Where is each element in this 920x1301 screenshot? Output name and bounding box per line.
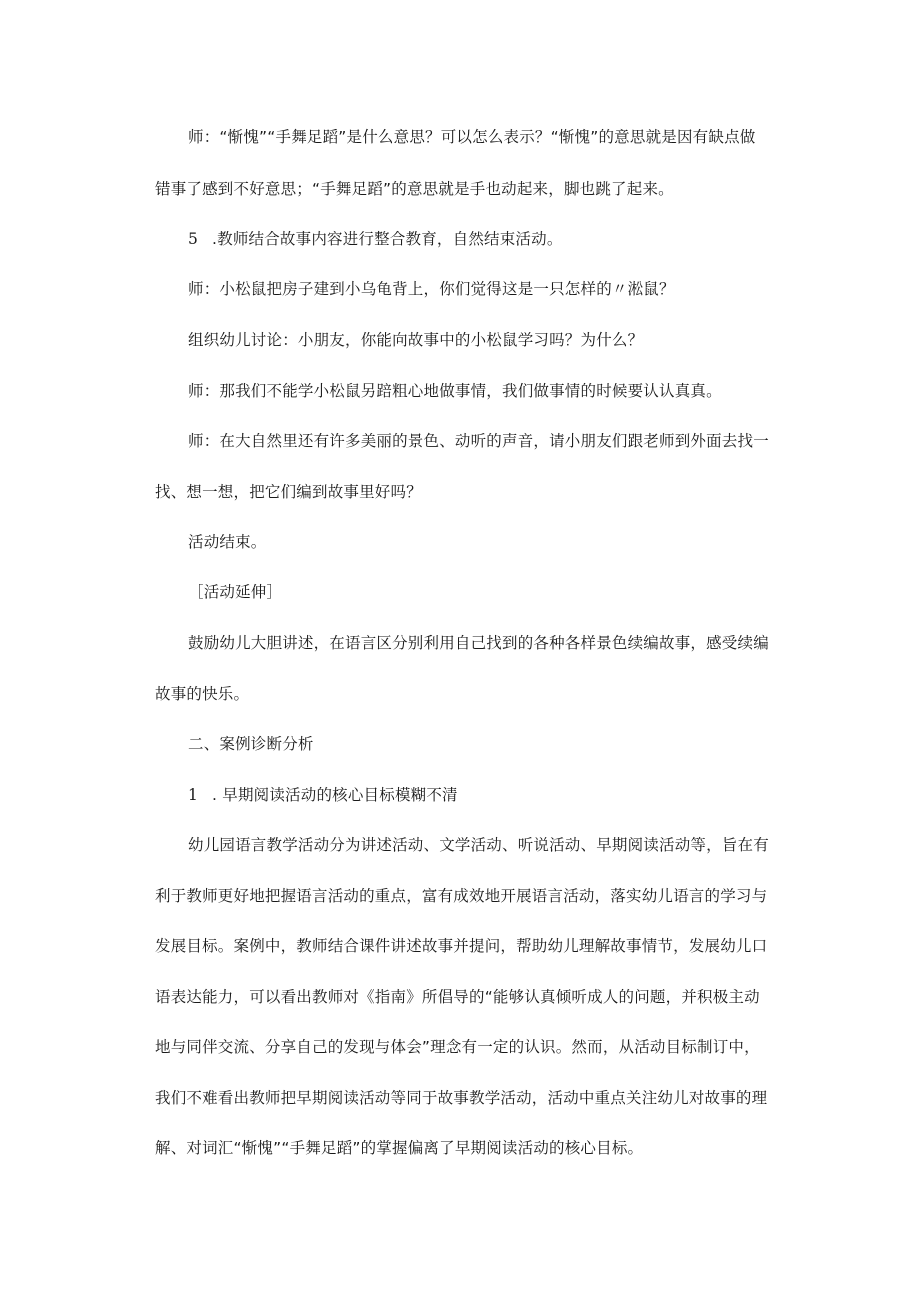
paragraph-line: 错事了感到不好意思；“手舞足蹈”的意思就是手也动起来，脚也跳了起来。 <box>155 180 674 198</box>
paragraph-line: 语表达能力，可以看出教师对《指南》所倡导的“能够认真倾听成人的问题，并积极主动 <box>155 988 760 1006</box>
paragraph-line: 故事的快乐。 <box>155 685 250 703</box>
step-text: .教师结合故事内容进行整合教育，自然结束活动。 <box>212 230 563 248</box>
paragraph-line: 找、想一想，把它们编到故事里好吗？ <box>155 483 422 501</box>
item-1-heading <box>188 784 458 806</box>
paragraph-line: 师：那我们不能学小松鼠另踣粗心地做事情，我们做事情的时候要认认真真。 <box>188 382 722 400</box>
paragraph-line: 师：小松鼠把房子建到小乌龟背上，你们觉得这是一只怎样的〃淞鼠？ <box>188 280 675 298</box>
paragraph-line: 利于教师更好地把握语言活动的重点，富有成效地开展语言活动，落实幼儿语言的学习与 <box>155 887 768 905</box>
paragraph-line: 解、对词汇“惭愧”“手舞足蹈”的掌握偏离了早期阅读活动的核心目标。 <box>155 1139 644 1157</box>
step-5-heading <box>188 228 563 250</box>
section-heading: 二、案例诊断分析 <box>188 735 314 753</box>
paragraph-line: 活动结束。 <box>188 533 267 551</box>
section-label: ［活动延伸］ <box>188 583 283 601</box>
item-text: . 早期阅读活动的核心目标模糊不清 <box>212 786 458 804</box>
paragraph-line: 发展目标。案例中，教师结合课件讲述故事并提问，帮助幼儿理解故事情节，发展幼儿口 <box>155 937 768 955</box>
paragraph-line: 幼儿园语言教学活动分为讲述活动、文学活动、听说活动、早期阅读活动等，旨在有 <box>188 836 769 854</box>
paragraph-line: 组织幼儿讨论：小朋友，你能向故事中的小松鼠学习吗？为什么？ <box>188 331 644 349</box>
step-number: 5 <box>188 230 199 248</box>
paragraph-line: 地与同伴交流、分享自己的发现与体会”理念有一定的认识。然而，从活动目标制订中， <box>155 1038 760 1056</box>
paragraph-line: 我们不难看出教师把早期阅读活动等同于故事教学活动，活动中重点关注幼儿对故事的理 <box>155 1089 768 1107</box>
paragraph-line: 鼓励幼儿大胆讲述，在语言区分别利用自己找到的各种各样景色续编故事，感受续编 <box>188 634 769 652</box>
item-number: 1 <box>188 786 199 804</box>
paragraph-line: 师：“惭愧”“手舞足蹈”是什么意思？可以怎么表示？“惭愧”的意思就是因有缺点做 <box>188 128 756 146</box>
paragraph-line: 师：在大自然里还有许多美丽的景色、动听的声音，请小朋友们跟老师到外面去找一 <box>188 432 769 450</box>
